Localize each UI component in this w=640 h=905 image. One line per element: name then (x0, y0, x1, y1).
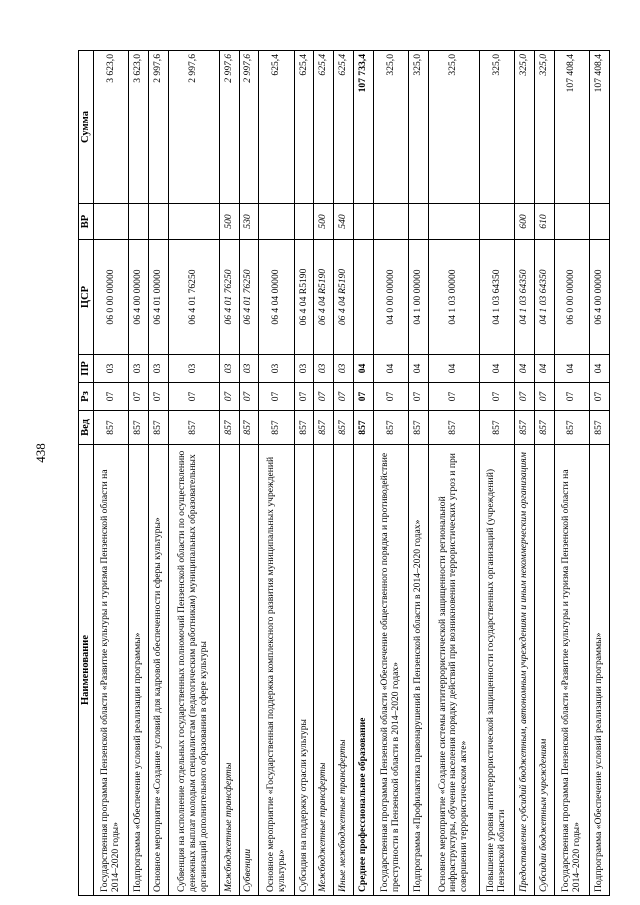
header-vr: ВР (79, 204, 94, 240)
cell-rz: 07 (294, 383, 314, 411)
cell-name: Субвенции (239, 445, 259, 896)
page-number: 438 (33, 443, 48, 463)
cell-rz: 07 (590, 383, 610, 411)
table-row (534, 51, 554, 896)
cell-sum: 325,0 (373, 51, 408, 204)
cell-pr: 04 (428, 355, 479, 383)
cell-rz: 07 (428, 383, 479, 411)
cell-name: Субсидии бюджетным учреждениям (534, 445, 554, 896)
cell-csr: 06 4 04 00000 (259, 240, 294, 355)
cell-vr (354, 204, 374, 240)
table-row (354, 51, 374, 896)
cell-pr: 03 (334, 355, 354, 383)
header-rz: Рз (79, 383, 94, 411)
cell-ved: 857 (149, 411, 169, 445)
cell-pr: 03 (93, 355, 128, 383)
cell-csr: 06 4 01 76250 (239, 240, 259, 355)
cell-name: Среднее профессиональное образование (354, 445, 374, 896)
cell-ved: 857 (93, 411, 128, 445)
cell-sum: 325,0 (534, 51, 554, 204)
cell-rz: 07 (554, 383, 589, 411)
cell-sum: 325,0 (428, 51, 479, 204)
cell-csr: 04 1 03 00000 (428, 240, 479, 355)
cell-vr: 600 (515, 204, 535, 240)
header-sum: Сумма (79, 51, 94, 204)
cell-vr (149, 204, 169, 240)
table-row (314, 51, 334, 896)
cell-csr: 06 4 04 R5190 (314, 240, 334, 355)
cell-name: Основное мероприятие «Государственная поддержка комплексного развития муниципальных учреждений культуры» (259, 445, 294, 896)
cell-pr: 03 (294, 355, 314, 383)
cell-name: Субвенция на исполнение отдельных государственных полномочий Пензенской области по осуществлению денежных выплат молодым специалистам (педагогическим работникам) муниципальных образовательных организаций дополнительного образования в сфере культуры (168, 445, 219, 896)
cell-csr: 04 0 00 00000 (373, 240, 408, 355)
cell-rz: 07 (239, 383, 259, 411)
cell-ved: 857 (534, 411, 554, 445)
cell-ved: 857 (334, 411, 354, 445)
cell-pr: 03 (314, 355, 334, 383)
cell-csr: 04 1 00 00000 (409, 240, 429, 355)
cell-rz: 07 (479, 383, 514, 411)
cell-rz: 07 (149, 383, 169, 411)
table-row (515, 51, 535, 896)
cell-vr (554, 204, 589, 240)
table-row (479, 51, 514, 896)
cell-csr: 06 4 04 R5190 (334, 240, 354, 355)
cell-sum: 325,0 (479, 51, 514, 204)
cell-sum: 3 623,0 (129, 51, 149, 204)
table-row (219, 51, 239, 896)
table-row (373, 51, 408, 896)
cell-ved: 857 (428, 411, 479, 445)
table-row (554, 51, 589, 896)
cell-sum: 625,4 (294, 51, 314, 204)
cell-vr (590, 204, 610, 240)
table-body (93, 51, 609, 896)
cell-name: Основное мероприятие «Создание системы антитеррористической защищенности региональной инфраструктуры, обучение населения порядку действий при возникновении террористических угроз и при совершении террористическом акте» (428, 445, 479, 896)
cell-rz: 07 (314, 383, 334, 411)
cell-pr: 04 (409, 355, 429, 383)
cell-ved: 857 (590, 411, 610, 445)
cell-pr: 04 (515, 355, 535, 383)
cell-name: Повышение уровня антитеррористической защищенности государственных организаций (учреждений) Пензенской области (479, 445, 514, 896)
cell-rz: 07 (129, 383, 149, 411)
table-row (590, 51, 610, 896)
cell-ved: 857 (168, 411, 219, 445)
cell-pr: 03 (259, 355, 294, 383)
cell-name: Иные межбюджетные трансферты (334, 445, 354, 896)
table-row (334, 51, 354, 896)
cell-csr (354, 240, 374, 355)
cell-csr: 06 4 04 R5190 (294, 240, 314, 355)
cell-name: Межбюджетные трансферты (219, 445, 239, 896)
cell-vr: 530 (239, 204, 259, 240)
cell-vr (259, 204, 294, 240)
cell-vr: 610 (534, 204, 554, 240)
header-name: Наименование (79, 445, 94, 896)
cell-pr: 03 (149, 355, 169, 383)
cell-rz: 07 (373, 383, 408, 411)
cell-sum: 2 997,6 (219, 51, 239, 204)
cell-ved: 857 (314, 411, 334, 445)
cell-rz: 07 (259, 383, 294, 411)
cell-pr: 03 (168, 355, 219, 383)
cell-csr: 04 1 03 64350 (479, 240, 514, 355)
cell-csr: 06 0 00 00000 (554, 240, 589, 355)
cell-ved: 857 (409, 411, 429, 445)
cell-pr: 03 (239, 355, 259, 383)
cell-name: Субсидия на поддержку отрасли культуры (294, 445, 314, 896)
cell-sum: 2 997,6 (149, 51, 169, 204)
table-row (149, 51, 169, 896)
cell-csr: 06 4 00 00000 (129, 240, 149, 355)
cell-vr (409, 204, 429, 240)
cell-sum: 3 623,0 (93, 51, 128, 204)
cell-sum: 107 408,4 (554, 51, 589, 204)
cell-sum: 325,0 (409, 51, 429, 204)
cell-ved: 857 (515, 411, 535, 445)
cell-ved: 857 (239, 411, 259, 445)
cell-vr (428, 204, 479, 240)
cell-vr: 500 (314, 204, 334, 240)
cell-sum: 625,4 (314, 51, 334, 204)
cell-name: Государственная программа Пензенской области «Развитие культуры и туризма Пензенской области на 2014–2020 годы» (554, 445, 589, 896)
table-row (259, 51, 294, 896)
table-row (93, 51, 128, 896)
cell-sum: 107 408,4 (590, 51, 610, 204)
rotated-page-content (78, 51, 610, 896)
header-csr: ЦСР (79, 240, 94, 355)
cell-name: Основное мероприятие «Создание условий для кадровой обеспеченности сферы культуры» (149, 445, 169, 896)
cell-rz: 07 (93, 383, 128, 411)
cell-vr (93, 204, 128, 240)
table-row (239, 51, 259, 896)
cell-sum: 2 997,6 (168, 51, 219, 204)
table-row (168, 51, 219, 896)
cell-pr: 04 (590, 355, 610, 383)
cell-csr: 06 4 01 76250 (219, 240, 239, 355)
cell-sum: 625,4 (334, 51, 354, 204)
table-row (294, 51, 314, 896)
table-row (409, 51, 429, 896)
cell-vr (373, 204, 408, 240)
cell-pr: 04 (373, 355, 408, 383)
cell-csr: 06 4 01 76250 (168, 240, 219, 355)
cell-csr: 06 4 00 00000 (590, 240, 610, 355)
cell-csr: 06 0 00 00000 (93, 240, 128, 355)
cell-ved: 857 (373, 411, 408, 445)
cell-rz: 07 (219, 383, 239, 411)
cell-ved: 857 (259, 411, 294, 445)
cell-name: Государственная программа Пензенской области «Обеспечение общественного порядка и противодействие преступности в Пензенской области в 2014–2020 годах» (373, 445, 408, 896)
cell-ved: 857 (294, 411, 314, 445)
budget-table (78, 50, 610, 896)
cell-name: Государственная программа Пензенской области «Развитие культуры и туризма Пензенской области на 2014–2020 годы» (93, 445, 128, 896)
cell-ved: 857 (354, 411, 374, 445)
cell-sum: 2 997,6 (239, 51, 259, 204)
cell-vr: 540 (334, 204, 354, 240)
table-header-row (79, 51, 94, 896)
cell-name: Межбюджетные трансферты (314, 445, 334, 896)
header-pr: ПР (79, 355, 94, 383)
cell-sum: 625,4 (259, 51, 294, 204)
cell-vr (479, 204, 514, 240)
cell-pr: 04 (479, 355, 514, 383)
cell-name: Подпрограмма «Обеспечение условий реализации программы» (129, 445, 149, 896)
cell-ved: 857 (129, 411, 149, 445)
cell-pr: 03 (219, 355, 239, 383)
cell-vr: 500 (219, 204, 239, 240)
cell-rz: 07 (515, 383, 535, 411)
cell-name: Подпрограмма «Обеспечение условий реализации программы» (590, 445, 610, 896)
cell-name: Предоставление субсидий бюджетным, автономным учреждениям и иным некоммерческим организациям (515, 445, 535, 896)
cell-vr (129, 204, 149, 240)
cell-rz: 07 (334, 383, 354, 411)
cell-ved: 857 (554, 411, 589, 445)
cell-vr (294, 204, 314, 240)
cell-rz: 07 (534, 383, 554, 411)
cell-name: Подпрограмма «Профилактика правонарушений в Пензенской области в 2014–2020 годах» (409, 445, 429, 896)
cell-pr: 03 (129, 355, 149, 383)
cell-csr: 04 1 03 64350 (534, 240, 554, 355)
cell-ved: 857 (219, 411, 239, 445)
cell-rz: 07 (354, 383, 374, 411)
cell-sum: 325,0 (515, 51, 535, 204)
cell-csr: 06 4 01 00000 (149, 240, 169, 355)
cell-pr: 04 (554, 355, 589, 383)
cell-rz: 07 (409, 383, 429, 411)
cell-rz: 07 (168, 383, 219, 411)
table-row (129, 51, 149, 896)
cell-pr: 04 (354, 355, 374, 383)
cell-vr (168, 204, 219, 240)
cell-sum: 107 733,4 (354, 51, 374, 204)
table-row (428, 51, 479, 896)
cell-ved: 857 (479, 411, 514, 445)
header-ved: Вед (79, 411, 94, 445)
cell-pr: 04 (534, 355, 554, 383)
cell-csr: 04 1 03 64350 (515, 240, 535, 355)
